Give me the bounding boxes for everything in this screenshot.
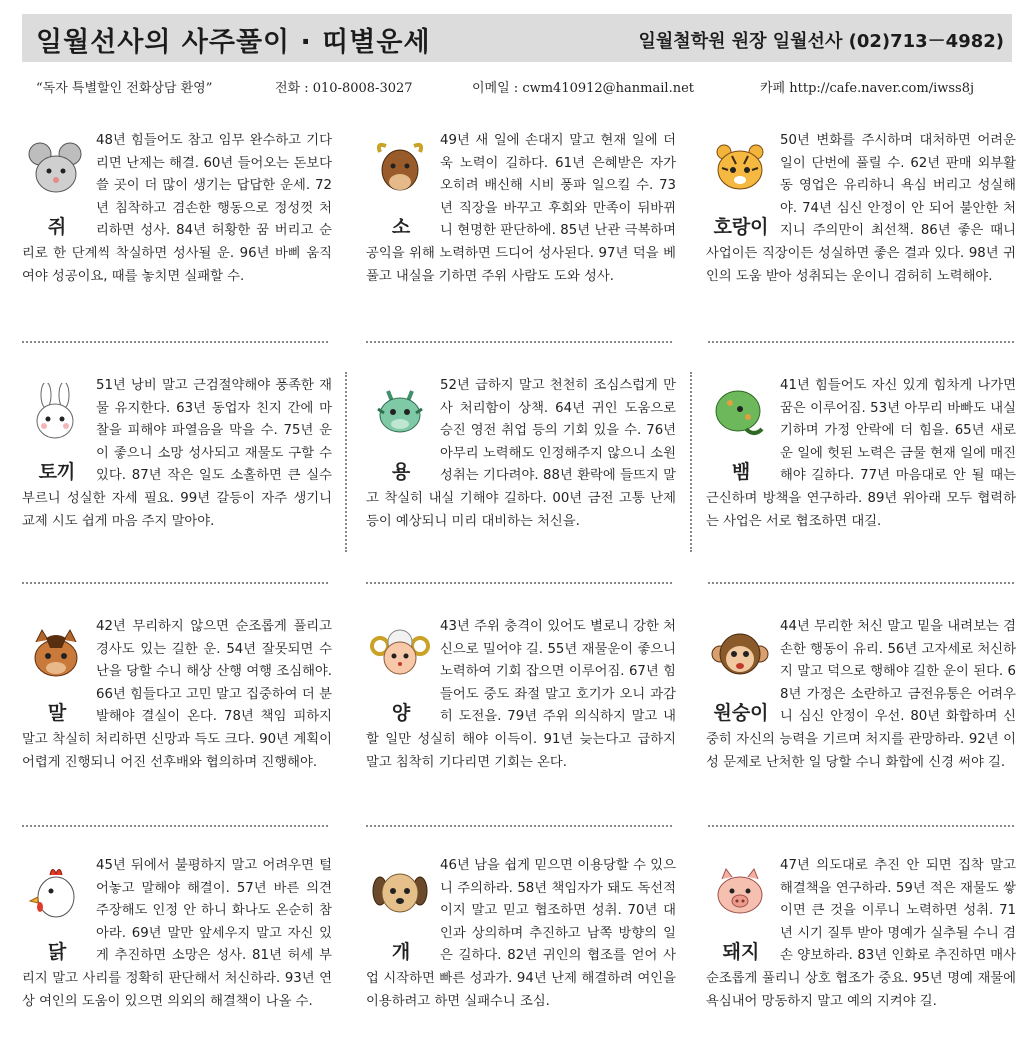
row-divider [366,341,672,343]
fortune-text: 43년 주위 충격이 있어도 별로니 강한 처신으로 밀어야 길. 55년 재물운이 좋으니 노력하여 기회 잡으면 이루어짐. 67년 힘들어도 중도 좌절 말고 호기가 오니 과감히 도전을. 79년 주위 의식하지 말고 내 할 일만 성실히 해야 이득이. 91년 늦는다고 급하지 말고 침착히 기다리면 기회는 온다. [366,619,676,770]
zodiac-name: 닭 [47,941,67,963]
phone-text: 전화 : 010-8008-3027 [275,81,413,96]
fortune-text: 42년 무리하지 않으면 순조롭게 풀리고 경사도 있는 길한 운. 54년 잘못되면 수난을 당할 수니 해상 산행 여행 조심해야. 66년 힘들다고 고민 말고 집중하여 더 분발해야 결실이 온다. 78년 책임 피하지 말고 착실히 처리하면 신망과 득도 크다. 90년 계획이 어렵게 진행되니 어진 선후배와 협의하며 진행해야. [22,619,332,770]
fortune-ox [366,130,676,330]
monkey-icon [710,624,770,684]
tiger-icon [710,138,770,198]
horse-icon [26,624,86,684]
fortune-text: 46년 남을 쉽게 믿으면 이용당할 수 있으니 주의하라. 58년 책임자가 돼도 독선적이지 말고 믿고 협조하면 성취. 70년 대인과 상의하며 추진하고 남쪽 방향의 일은 길하다. 82년 귀인의 협조를 얻어 사업 시작하면 빠른 성과가. 94년 난제 해결하려 여인을 이용하려고 하면 실패수니 조심. [366,858,676,1009]
fortune-rooster [22,855,332,1055]
zodiac-name: 토끼 [38,461,76,483]
fortune-text: 49년 새 일에 손대지 말고 현재 일에 더욱 노력이 길하다. 61년 은혜받은 자가 오히려 배신해 시비 풍파 일으킬 수. 73년 직장을 바꾸고 후회와 만족이 뒤바뀌니 현명한 판단하에. 85년 난관 극복하며 공익을 위해 노력하면 드디어 성사된다. 97년 덕을 베풀고 내실을 기하면 주위 사람도 도와 성사. [366,133,676,284]
sheep-icon [370,624,430,684]
header-contact: 일월철학원 원장 일월선사 (02)713－4982) [638,31,1004,52]
zodiac-name: 양 [391,702,411,724]
fortune-sheep [366,616,676,816]
row-divider [708,341,1014,343]
cafe-link[interactable]: 카페 http://cafe.naver.com/iwss8j [760,81,975,96]
row-divider [366,582,672,584]
fortune-text: 52년 급하지 말고 천천히 조심스럽게 만사 처리함이 상책. 64년 귀인 도움으로 승진 영전 취업 등의 기회 있을 수. 76년 아무리 노력해도 인정해주지 않으니 소원성취는 기다려야. 88년 환락에 들뜨지 말고 착실히 내실 기해야 길하다. 00년 금전 고통 난제 등이 예상되니 미리 대비하는 처신을. [366,378,676,529]
fortune-text: 41년 힘들어도 자신 있게 힘차게 나가면 꿈은 이루어짐. 53년 아무리 바빠도 내실 기하며 가정 안락에 더 힘을. 65년 새로운 일에 헛된 노력은 금물 현재 일에 매진해야 길하다. 77년 마음대로 안 될 때는 근신하며 방책을 연구하라. 89년 위아래 모두 협력하는 사업은 서로 협조하면 대길. [706,378,1016,529]
zodiac-name: 원숭이 [713,702,769,724]
dragon-icon [370,383,430,443]
row-divider [366,825,672,827]
rabbit-icon [26,383,86,443]
dog-icon [370,863,430,923]
fortune-rabbit [22,375,332,575]
zodiac-name: 쥐 [47,216,67,238]
fortune-dragon [366,375,676,575]
row-divider [22,582,328,584]
fortune-tiger [706,130,1016,330]
pig-icon [710,863,770,923]
rooster-icon [26,863,86,923]
column-divider [345,372,347,552]
zodiac-name: 개 [391,941,411,963]
zodiac-name: 돼지 [722,941,760,963]
fortune-horse [22,616,332,816]
fortune-text: 48년 힘들어도 참고 임무 완수하고 기다리면 난제는 해결. 60년 들어오는 돈보다 쓸 곳이 더 많이 생기는 답답한 운세. 72년 침착하고 겸손한 행동으로 정성껏 처리하면 성사. 84년 허황한 꿈 버리고 순리로 한 단계씩 착실하면 성사될 운. 96년 바삐 움직여야 성공이요, 때를 놓치면 실패할 수. [22,133,332,284]
zodiac-name: 소 [391,216,411,238]
fortune-monkey [706,616,1016,816]
fortune-text: 47년 의도대로 추진 안 되면 집착 말고 해결책을 연구하라. 59년 적은 재물도 쌓이면 큰 것을 이루니 노력하면 성취. 71년 시기 질투 받아 명예가 실추될 수니 겸손 양보하라. 83년 인화로 추진하면 매사 순조롭게 풀리니 상호 협조가 중요. 95년 명예 재물에 욕심내어 망동하지 말고 예의 지켜야 길. [706,858,1016,1009]
promo-text: “독자 특별할인 전화상담 환영” [36,81,213,96]
zodiac-name: 용 [391,461,411,483]
row-divider [708,582,1014,584]
fortune-pig [706,855,1016,1055]
rat-icon [26,138,86,198]
fortune-text: 51년 낭비 말고 근검절약해야 풍족한 재물 유지한다. 63년 동업자 친지 간에 마찰을 피해야 파열음을 막을 수. 75년 운이 좋으니 소망 성사되고 재물도 구할 수 있다. 87년 작은 일도 소홀하면 큰 실수 부르니 성실한 자세 필요. 99년 갈등이 자주 생기니 교제 시도 쉽게 마음 주지 말아야. [22,378,332,529]
zodiac-name: 호랑이 [713,216,769,238]
fortune-text: 44년 무리한 처신 말고 밑을 내려보는 겸손한 행동이 유리. 56년 고자세로 처신하지 말고 덕으로 행해야 길한 운이 된다. 68년 가정은 소란하고 금전유통은 어려우니 심신 안정이 우선. 80년 화합하며 신중히 자신의 능력을 기르며 처지를 관망하라. 92년 이성 문제로 난처한 일 당할 수니 화합에 신경 써야 길. [706,619,1016,770]
column-divider [690,372,692,552]
row-divider [708,825,1014,827]
zodiac-name: 말 [47,702,67,724]
fortune-text: 45년 뒤에서 불평하지 말고 어려우면 털어놓고 말해야 해결이. 57년 바른 의견 주장해도 인정 안 하니 화나도 온순히 참아라. 69년 말만 앞세우지 말고 자신 있게 추진하면 소망은 성사. 81년 허세 부리지 말고 사리를 정확히 판단해서 처신하라. 93년 연상 여인의 도움이 있으면 의외의 해결책이 나올 수. [22,858,332,1009]
ox-icon [370,138,430,198]
fortune-rat [22,130,332,330]
email-link[interactable]: 이메일 : cwm410912@hanmail.net [472,81,694,96]
row-divider [22,341,328,343]
page-title: 일월선사의 사주풀이 · 띠별운세 [36,27,431,58]
fortune-dog [366,855,676,1055]
fortune-snake [706,375,1016,575]
fortune-text: 50년 변화를 주시하며 대처하면 어려운 일이 단번에 풀릴 수. 62년 판매 외부활동 영업은 유리하니 욕심 버리고 성실해야. 74년 심신 안정이 안 되어 불안한 처지니 주의만이 최선책. 86년 좋은 때니 사업이든 직장이든 성실하면 좋은 결과 있다. 98년 귀인의 도움 받아 성취되는 운이니 겸허히 노력해야. [706,133,1016,284]
snake-icon [710,383,770,443]
row-divider [22,825,328,827]
page-header [22,14,1012,62]
zodiac-name: 뱀 [731,461,751,483]
